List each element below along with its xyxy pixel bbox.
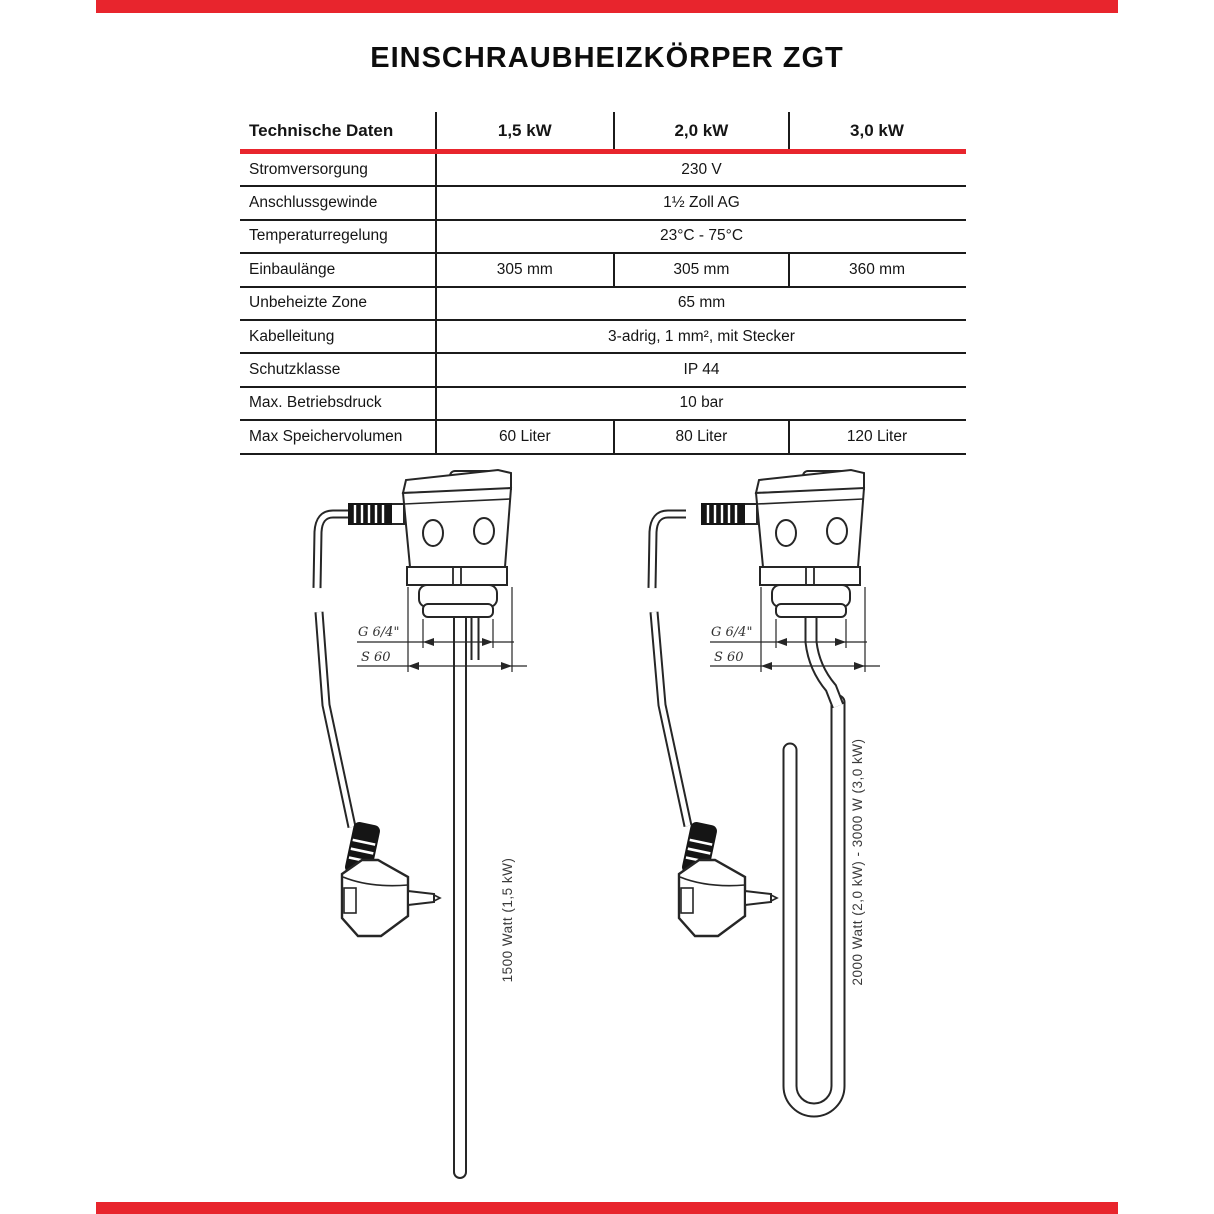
row-label: Schutzklasse xyxy=(240,354,437,385)
column-header-3-0kw: 3,0 kW xyxy=(788,112,964,149)
heating-loop xyxy=(790,702,838,1110)
wrench-dimension-label: S 60 xyxy=(714,650,744,665)
power-rating-label: 2000 Watt (2,0 kW) - 3000 W (3,0 kW) xyxy=(850,738,865,986)
row-label: Anschlussgewinde xyxy=(240,187,437,218)
thread-dimension-label: G 6/4" xyxy=(358,625,400,640)
row-value: 3-adrig, 1 mm², mit Stecker xyxy=(608,327,795,345)
power-rating-label: 1500 Watt (1,5 kW) xyxy=(500,857,515,983)
row-value: 360 mm xyxy=(788,254,964,285)
row-value: 120 Liter xyxy=(788,421,964,452)
row-value: 305 mm xyxy=(496,260,553,278)
row-value: 23°C - 75°C xyxy=(659,227,744,245)
row-label: Unbeheizte Zone xyxy=(240,288,437,319)
column-header-1-5kw: 1,5 kW xyxy=(497,120,552,140)
wrench-dimension-label: S 60 xyxy=(361,650,391,665)
row-value: 60 Liter xyxy=(498,427,551,445)
row-value: 10 bar xyxy=(679,394,724,412)
row-label: Kabelleitung xyxy=(240,321,437,352)
row-value: 1½ Zoll AG xyxy=(663,194,740,212)
row-label: Max. Betriebsdruck xyxy=(240,388,437,419)
drawing-heater-1-5kw xyxy=(317,470,527,1172)
row-value: 305 mm xyxy=(613,254,789,285)
row-label: Max Speichervolumen xyxy=(240,421,437,452)
row-label: Stromversorgung xyxy=(240,154,437,185)
row-label: Temperaturregelung xyxy=(240,221,437,252)
cable xyxy=(317,514,351,588)
row-value: 65 mm xyxy=(677,294,726,312)
cable xyxy=(652,514,686,588)
page-title: EINSCHRAUBHEIZKÖRPER ZGT xyxy=(370,42,844,74)
drawing-heater-2-3kw xyxy=(652,470,880,1110)
table-header-label: Technische Daten xyxy=(240,112,437,149)
row-label: Einbaulänge xyxy=(240,254,437,285)
row-value: 230 V xyxy=(681,160,722,178)
thread-dimension-label: G 6/4" xyxy=(711,625,753,640)
row-value: IP 44 xyxy=(683,361,720,379)
row-value: 80 Liter xyxy=(613,421,789,452)
column-header-2-0kw: 2,0 kW xyxy=(613,112,789,149)
